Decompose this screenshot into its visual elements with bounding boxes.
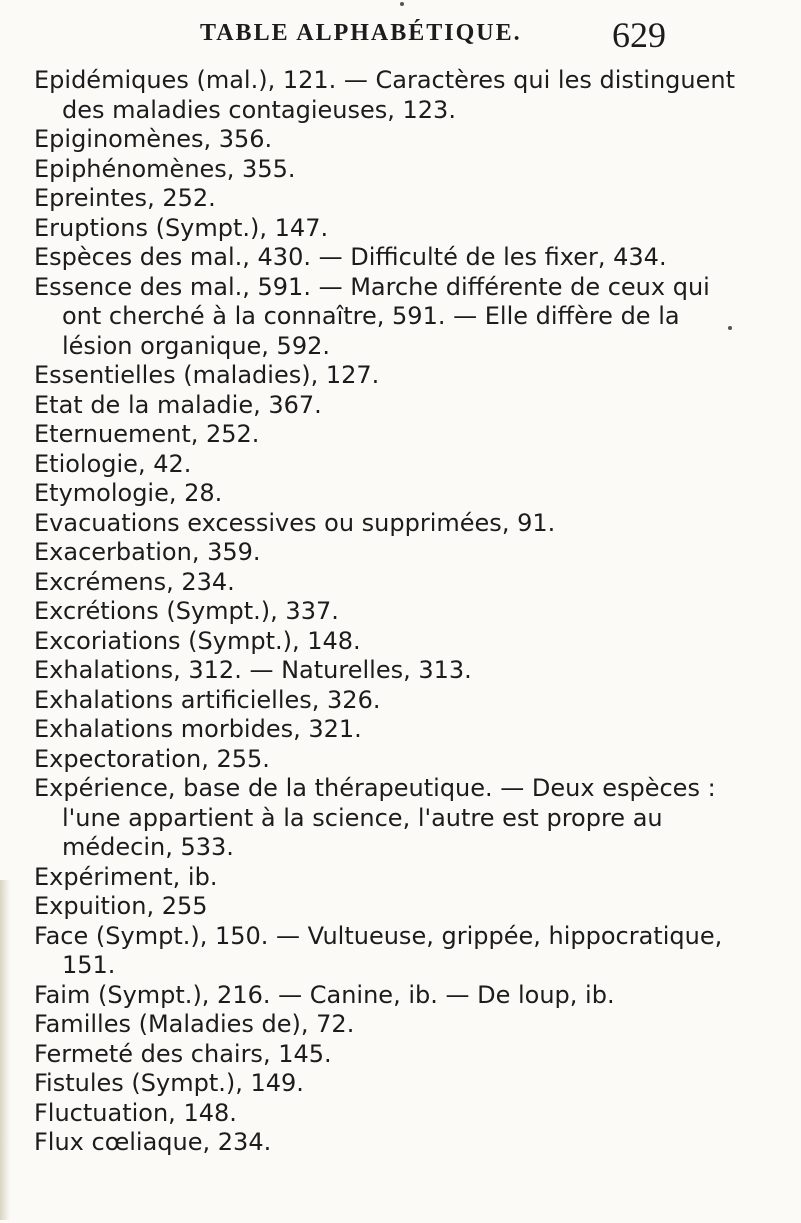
index-entry: Fistules (Sympt.), 149.	[34, 1069, 304, 1097]
index-entry: Etat de la maladie, 367.	[34, 390, 322, 419]
index-entry: Expuition, 255	[34, 892, 208, 920]
index-entry: Exhalations morbides, 321.	[34, 715, 362, 743]
index-entry: Excoriations (Sympt.), 148.	[34, 626, 361, 655]
index-entry: Etymologie, 28.	[34, 479, 223, 507]
index-entry: Essentielles (maladies), 127.	[34, 361, 380, 389]
page-number: 629	[612, 15, 666, 55]
index-entry: Fluctuation, 148.	[34, 1098, 237, 1127]
index-entry: Fermeté des chairs, 145.	[34, 1039, 332, 1068]
index-entry: Excrétions (Sympt.), 337.	[34, 597, 339, 625]
index-entry: Exhalations artificielles, 326.	[34, 685, 381, 714]
page-gutter-shadow	[0, 880, 10, 1220]
index-entry: Expérience, base de la thérapeutique. — Deux espèces : l'une appartient à la science, l'autre est propre au médecin, 533.	[34, 774, 716, 861]
ink-speck	[728, 326, 732, 330]
index-entry: Face (Sympt.), 150. — Vultueuse, grippée, hippocratique, 151.	[34, 921, 723, 979]
index-entries	[0, 66, 801, 1158]
index-entry: Flux cœliaque, 234.	[34, 1128, 272, 1156]
index-entry: Familles (Maladies de), 72.	[34, 1010, 355, 1038]
index-entry: Expériment, ib.	[34, 862, 218, 891]
index-entry: Etiologie, 42.	[34, 449, 192, 478]
running-header	[0, 15, 801, 58]
index-entry: Epiphénomènes, 355.	[34, 154, 296, 183]
index-entry: Espèces des mal., 430. — Difficulté de les fixer, 434.	[34, 243, 667, 271]
index-entry: Faim (Sympt.), 216. — Canine, ib. — De loup, ib.	[34, 980, 615, 1009]
index-entry: Eternuement, 252.	[34, 420, 260, 448]
index-entry: Evacuations excessives ou supprimées, 91.	[34, 508, 556, 537]
index-entry: Exacerbation, 359.	[34, 538, 261, 566]
index-entry: Epreintes, 252.	[34, 184, 216, 212]
index-entry: Epidémiques (mal.), 121. — Caractères qui les distinguent des maladies contagieuses, 123.	[34, 66, 736, 124]
ink-speck	[400, 2, 404, 6]
header-title: TABLE ALPHABÉTIQUE.	[200, 20, 522, 46]
index-entry: Essence des mal., 591. — Marche différente de ceux qui ont cherché à la connaître, 591. — Elle diffère de la lésion organique, 592.	[34, 272, 710, 360]
index-entry: Exhalations, 312. — Naturelles, 313.	[34, 656, 472, 684]
index-entry: Excrémens, 234.	[34, 567, 235, 596]
index-entry: Epiginomènes, 356.	[34, 125, 273, 153]
index-entry: Eruptions (Sympt.), 147.	[34, 213, 329, 242]
index-entry: Expectoration, 255.	[34, 744, 270, 773]
